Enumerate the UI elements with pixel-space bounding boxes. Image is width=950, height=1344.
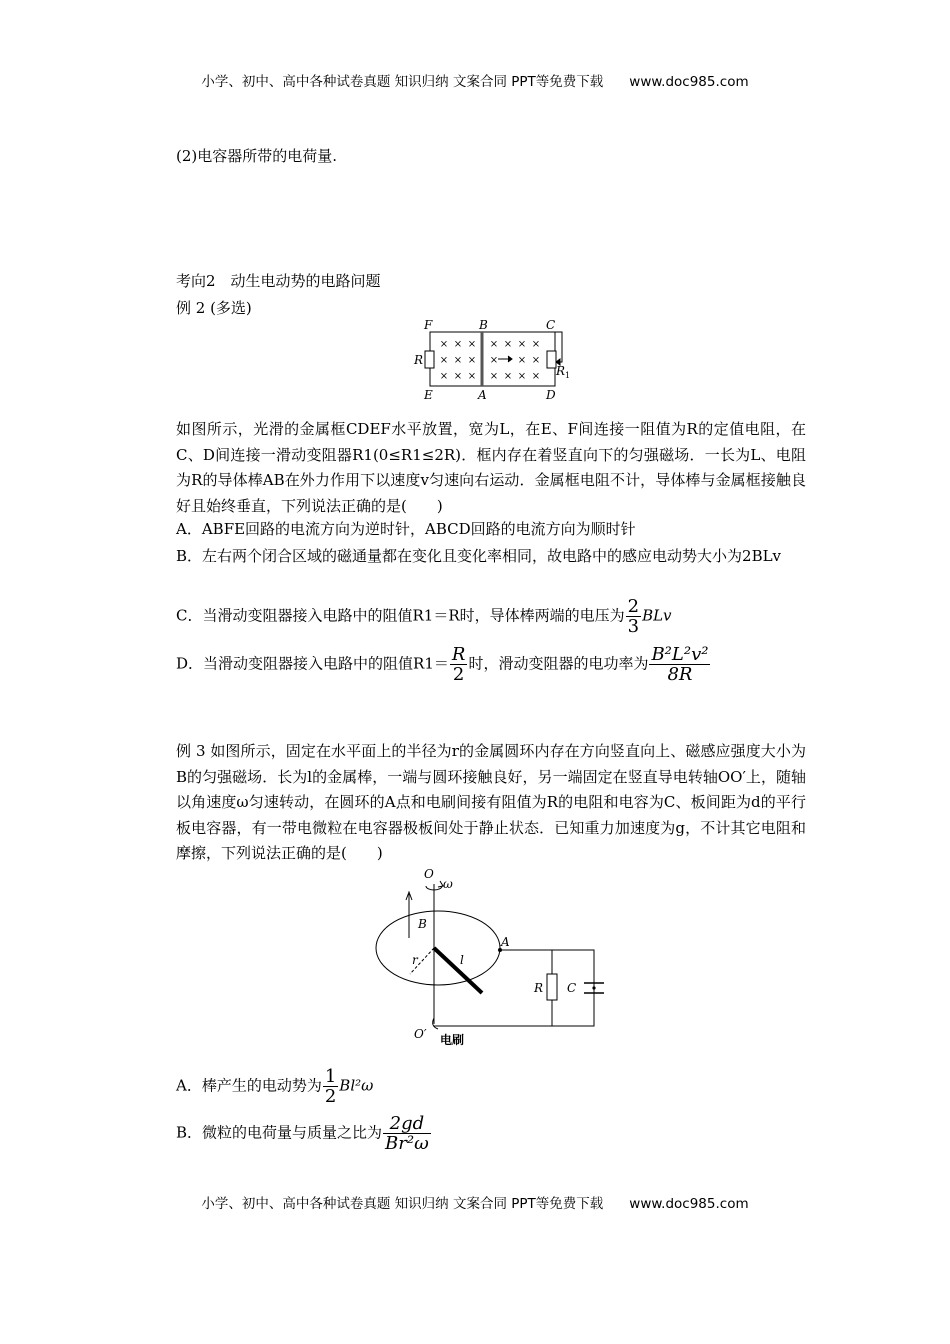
header-url[interactable]: www.doc985.com — [629, 74, 749, 90]
label-omega: ω — [443, 877, 453, 891]
example-2-title: 例 2 (多选) — [176, 299, 252, 317]
svg-text:×: × — [467, 339, 477, 350]
svg-text:×: × — [453, 355, 463, 366]
label-B: B — [479, 318, 488, 332]
svg-text:×: × — [453, 339, 463, 350]
svg-text:×: × — [453, 371, 463, 382]
svg-text:×: × — [503, 371, 513, 382]
ex2-option-d: D．当滑动变阻器接入电路中的阻值R1＝ $\frac{R}{2}$ 时，滑动变阻器的电功率为 $\frac{\text{B²L²v²}}{8R}$ — [176, 644, 709, 685]
label-R: R — [414, 353, 424, 367]
example-2-figure — [410, 318, 580, 404]
label-R1: $R_1$ — [556, 364, 571, 380]
svg-text:×: × — [489, 355, 499, 366]
label-C3: C — [567, 981, 577, 995]
ex2-option-c: C．当滑动变阻器接入电路中的阻值R1＝R时，导体棒两端的电压为 $\frac{2}{3}$ BLv — [176, 596, 672, 637]
label-B3: B — [418, 917, 427, 931]
fraction-power: $\frac{\text{B²L²v²}}{8R}$ — [651, 644, 709, 685]
label-r: r — [412, 953, 418, 967]
page-header — [0, 70, 950, 90]
label-E: E — [424, 388, 433, 402]
label-D: D — [546, 388, 556, 402]
ex3-option-a: A．棒产生的电动势为 $\frac{1}{2}$ Bl²ω — [176, 1066, 374, 1107]
svg-text:×: × — [439, 371, 449, 382]
ex2-option-b: B．左右两个闭合区域的磁通量都在变化且变化率相同，故电路中的感应电动势大小为2BLv — [176, 547, 782, 565]
page-footer — [0, 1192, 950, 1212]
svg-text:×: × — [489, 339, 499, 350]
footer-url[interactable]: www.doc985.com — [629, 1196, 749, 1212]
svg-text:×: × — [439, 339, 449, 350]
fraction-charge-mass: $\frac{2gd}{\text{Br²ω}}$ — [385, 1113, 429, 1154]
header-text: 小学、初中、高中各种试卷真题 知识归纳 文案合同 PPT等免费下载 — [201, 74, 604, 90]
ex2-option-a: A．ABFE回路的电流方向为逆时针，ABCD回路的电流方向为顺时针 — [176, 520, 636, 538]
svg-text:×: × — [439, 355, 449, 366]
label-C: C — [546, 318, 556, 332]
label-A: A — [478, 388, 487, 402]
label-O: O — [424, 867, 434, 881]
fraction-2-3: $\frac{2}{3}$ — [627, 596, 640, 637]
svg-text:×: × — [531, 339, 541, 350]
svg-text:×: × — [467, 371, 477, 382]
example-3-stem: 例 3 如图所示，固定在水平面上的半径为r的金属圆环内存在方向竖直向上、磁感应强度大小为B的匀强磁场．长为l的金属棒，一端与圆环接触良好，另一端固定在竖直导电转轴OO′上，随轴以角速度ω匀速转动，在圆环的A点和电刷间接有阻值为R的电阻和电容为C、板间距为d的平行板电容器，有一带电微粒在电容器极板间处于静止状态．已知重力加速度为g，不计其它电阻和摩擦，下列说法正确的是( ) — [176, 742, 806, 862]
ex3-option-b: B．微粒的电荷量与质量之比为 $\frac{2gd}{\text{Br²ω}}$ — [176, 1113, 429, 1154]
example-2-stem: 如图所示，光滑的金属框CDEF水平放置，宽为L，在E、F间连接一阻值为R的定值电阻，在C、D间连接一滑动变阻器R1(0≤R1≤2R)．框内存在着竖直向下的匀强磁场．一长为L、电阻为R的导体棒AB在外力作用下以速度v匀速向右运动．金属框电阻不计，导体棒与金属框接触良好且始终垂直，下列说法正确的是( ) — [176, 420, 806, 515]
label-l: l — [460, 953, 464, 967]
section-title: 考向2 动生电动势的电路问题 — [176, 272, 381, 290]
label-A3: A — [501, 935, 510, 949]
svg-text:×: × — [531, 371, 541, 382]
label-F: F — [424, 318, 433, 332]
example-3-figure — [370, 866, 620, 1051]
fraction-1-2: $\frac{1}{2}$ — [324, 1066, 337, 1107]
svg-text:×: × — [467, 355, 477, 366]
svg-text:×: × — [517, 355, 527, 366]
label-brush: 电刷 — [440, 1033, 465, 1047]
fraction-r-2: $\frac{R}{2}$ — [451, 644, 466, 685]
label-O-prime: O′ — [414, 1027, 427, 1041]
svg-text:×: × — [517, 339, 527, 350]
label-R3: R — [534, 981, 544, 995]
question-2-part: (2)电容器所带的电荷量. — [176, 147, 338, 165]
svg-text:×: × — [489, 371, 499, 382]
svg-text:×: × — [503, 339, 513, 350]
svg-text:×: × — [531, 355, 541, 366]
svg-text:×: × — [517, 371, 527, 382]
footer-text: 小学、初中、高中各种试卷真题 知识归纳 文案合同 PPT等免费下载 — [201, 1196, 604, 1212]
